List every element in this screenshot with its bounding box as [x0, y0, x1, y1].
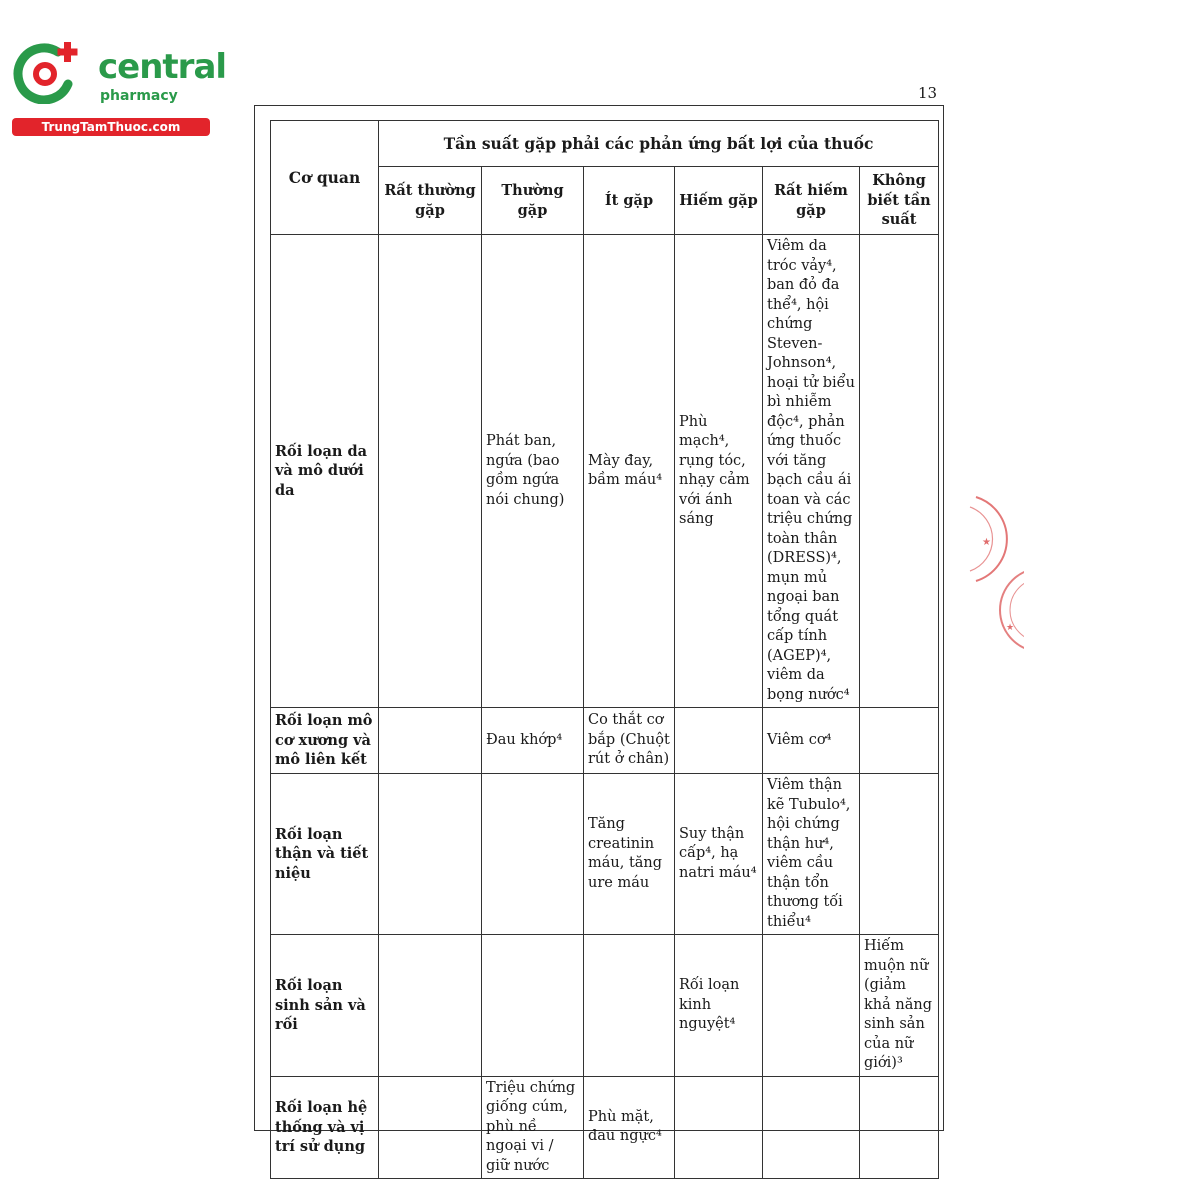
central-pharmacy-logo-icon	[12, 38, 84, 104]
cell-uncommon	[584, 935, 675, 1077]
table-row	[271, 935, 939, 1077]
cell-very-rare	[763, 1076, 860, 1179]
organ-cell: Rối loạn sinh sản và rối	[271, 935, 379, 1077]
col-header-unknown: Không biết tần suất	[860, 167, 939, 235]
cell-common: Đau khớp⁴	[482, 708, 584, 774]
cell-very-rare: Viêm cơ⁴	[763, 708, 860, 774]
col-header-common: Thường gặp	[482, 167, 584, 235]
page-number: 13	[918, 84, 938, 102]
table-row	[271, 708, 939, 774]
col-header-rare: Hiếm gặp	[675, 167, 763, 235]
cell-very-common	[379, 935, 482, 1077]
brand-name: central	[98, 47, 227, 87]
col-header-uncommon: Ít gặp	[584, 167, 675, 235]
cell-very-rare: Viêm da tróc vảy⁴, ban đỏ đa thể⁴, hội chứng Steven-Johnson⁴, hoại tử biểu bì nhiễm độc⁴, phản ứng thuốc với tăng bạch cầu ái toan và các triệu chứng toàn thân (DRESS)⁴, mụn mủ ngoại ban tổng quát cấp tính (AGEP)⁴, viêm da bọng nước⁴	[763, 235, 860, 708]
cell-uncommon: Co thắt cơ bắp (Chuột rút ở chân)	[584, 708, 675, 774]
cell-rare: Phù mạch⁴, rụng tóc, nhạy cảm với ánh sáng	[675, 235, 763, 708]
table-row	[271, 235, 939, 708]
organ-cell: Rối loạn da và mô dưới da	[271, 235, 379, 708]
svg-text:★: ★	[982, 537, 991, 548]
cell-common	[482, 935, 584, 1077]
cell-very-common	[379, 708, 482, 774]
cell-rare: Suy thận cấp⁴, hạ natri máu⁴	[675, 774, 763, 935]
cell-unknown	[860, 708, 939, 774]
cell-common: Phát ban, ngứa (bao gồm ngứa nói chung)	[482, 235, 584, 708]
cell-very-rare: Viêm thận kẽ Tubulo⁴, hội chứng thận hư⁴, viêm cầu thận tổn thương tối thiểu⁴	[763, 774, 860, 935]
organ-header: Cơ quan	[271, 121, 379, 235]
cell-common: Triệu chứng giống cúm, phù nề ngoại vi / giữ nước	[482, 1076, 584, 1179]
svg-text:★: ★	[1006, 623, 1015, 633]
cell-very-common	[379, 235, 482, 708]
adverse-reactions-table	[270, 120, 939, 1179]
table-row	[271, 1076, 939, 1179]
table-row	[271, 774, 939, 935]
organ-cell: Rối loạn mô cơ xương và mô liên kết	[271, 708, 379, 774]
cell-unknown	[860, 1076, 939, 1179]
cell-common	[482, 774, 584, 935]
red-seal-stamp-icon	[998, 560, 1024, 660]
cell-rare	[675, 1076, 763, 1179]
brand-subtitle: pharmacy	[100, 88, 178, 104]
cell-uncommon: Tăng creatinin máu, tăng ure máu	[584, 774, 675, 935]
cell-uncommon: Mày đay, bầm máu⁴	[584, 235, 675, 708]
cell-unknown	[860, 235, 939, 708]
col-header-very-rare: Rất hiếm gặp	[763, 167, 860, 235]
cell-unknown	[860, 774, 939, 935]
cell-rare	[675, 708, 763, 774]
cell-unknown: Hiếm muộn nữ (giảm khả năng sinh sản của nữ giới)³	[860, 935, 939, 1077]
col-header-very-common: Rất thường gặp	[379, 167, 482, 235]
frequency-header: Tần suất gặp phải các phản ứng bất lợi của thuốc	[379, 121, 939, 167]
cell-very-rare	[763, 935, 860, 1077]
organ-cell: Rối loạn hệ thống và vị trí sử dụng	[271, 1076, 379, 1179]
brand-url-banner[interactable]: TrungTamThuoc.com	[12, 118, 210, 136]
cell-rare: Rối loạn kinh nguyệt⁴	[675, 935, 763, 1077]
organ-cell: Rối loạn thận và tiết niệu	[271, 774, 379, 935]
cell-very-common	[379, 1076, 482, 1179]
cell-uncommon: Phù mặt, đau ngực⁴	[584, 1076, 675, 1179]
brand-logo	[12, 36, 227, 136]
cell-very-common	[379, 774, 482, 935]
